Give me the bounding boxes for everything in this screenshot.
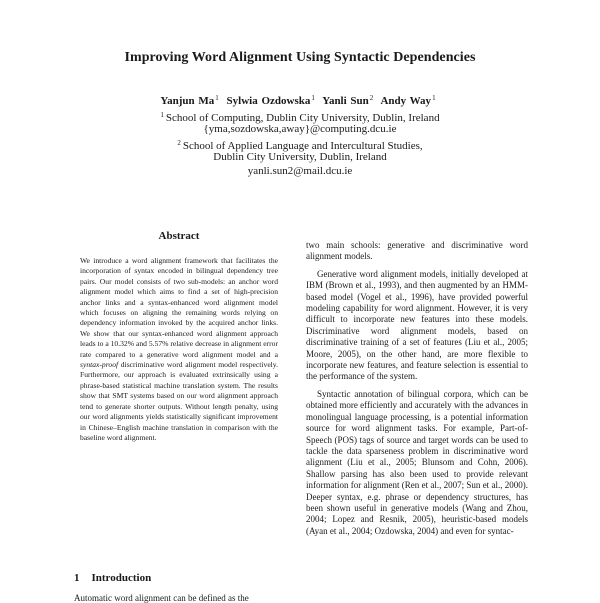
author-list	[0, 94, 600, 107]
paragraph: Generative word alignment models, initially developed at IBM (Brown et al., 1993), and then augmented by an HMM-based model (Vogel et al., 1996), have provided powerful modeling capability for word alignment. However, it is very difficult to incorporate new features into these models. Discriminative word alignment models, based on discriminative training of a set of features (Liu et al., 2005; Moore, 2005), on the other hand, are more flexible to incorporate new features, and feature selection is essential to the performance of the system.	[306, 268, 528, 382]
paragraph: two main schools: generative and discriminative word alignment models.	[306, 240, 528, 262]
paper-title: Improving Word Alignment Using Syntactic Dependencies	[124, 50, 476, 65]
author-name: Andy Way	[380, 95, 432, 107]
author-affil-mark: 1	[432, 94, 436, 102]
author-affil-mark: 1	[311, 94, 315, 102]
abstract-heading: Abstract	[158, 230, 200, 242]
author-name: Sylwia Ozdowska	[226, 95, 311, 107]
section-title: Introduction	[91, 572, 152, 584]
intro-first-line: Automatic word alignment can be defined as the	[74, 593, 249, 603]
affil-mark: 1	[160, 111, 164, 119]
author-name: Yanjun Ma	[160, 95, 215, 107]
affiliation-email-1: {yma,sozdowska,away}@computing.dcu.ie	[203, 123, 397, 135]
author-affil-mark: 1	[215, 94, 219, 102]
author-name: Yanli Sun	[322, 95, 369, 107]
affiliation-2-cont: Dublin City University, Dublin, Ireland	[213, 151, 387, 163]
affil-mark: 2	[177, 139, 181, 147]
abstract-emph: syntax-proof	[80, 360, 119, 370]
abstract-body	[80, 256, 278, 443]
author-affil-mark: 2	[369, 94, 374, 102]
right-column-body	[306, 240, 528, 537]
paragraph: Syntactic annotation of bilingual corpora, which can be obtained more efficiently and accurately with the advances in monolingual language processing, is a potential information source for word alignment tasks. For example, Part-of-Speech (POS) tags of source and target words can be used to tackle the data sparseness problem in discriminative word alignment (Liu et al., 2005; Blunsom and Cohn, 2006). Shallow parsing has also been used to provide relevant information for alignment (Ren et al., 2007; Sun et al., 2000). Deeper syntax, e.g. phrase or dependency structures, has been shown useful in generative models (Wang and Zhou, 2004; Lopez and Resnik, 2005), heuristic-based models (Ayan et al., 2004; Ozdowska, 2004) and even for syntac-	[306, 388, 528, 536]
affil-text: School of Computing, Dublin City University, Dublin, Ireland	[165, 112, 440, 124]
affil-text: School of Applied Language and Intercultural Studies,	[182, 140, 423, 152]
section-number: 1	[74, 572, 80, 584]
abstract-text-cont: discriminative word alignment model respectively. Furthermore, our approach is evaluated extrinsically using a phrase-based statistical machine translation system. The results show that SMT systems based on our word alignment approach tend to generate shorter outputs. Without length penalty, using our word alignments yields statistically significant improvement in Chinese–English machine translation in comparison with the baseline word alignment.	[80, 360, 278, 442]
intro-heading	[74, 572, 151, 584]
affiliation-email-2: yanli.sun2@mail.dcu.ie	[247, 165, 353, 177]
abstract-text: We introduce a word alignment framework that facilitates the incorporation of syntax encoded in bilingual dependency tree pairs. Our model consists of two sub-models: an anchor word alignment model which aims to find a set of high-precision anchor links and a syntax-enhanced word alignment model which focuses on aligning the remaining words relying on dependency information invoked by the acquired anchor links. We show that our syntax-enhanced word alignment approach leads to a 10.32% and 5.57% relative decrease in alignment error rate compared to a generative word alignment model and a	[80, 256, 278, 359]
